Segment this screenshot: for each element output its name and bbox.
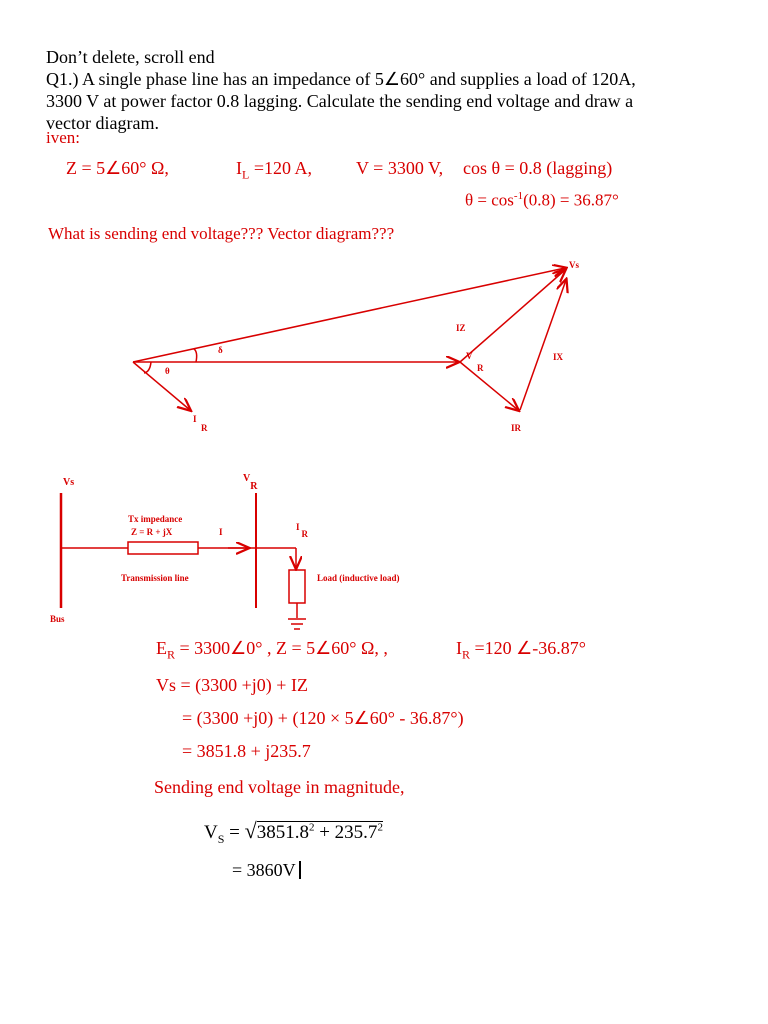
question-line-3: vector diagram.	[46, 113, 159, 133]
circuit-vr: VR	[243, 473, 258, 492]
ix-vector	[520, 280, 566, 410]
label-vs: Vs	[569, 260, 580, 270]
label-iz: IZ	[456, 323, 466, 333]
sqrt-icon: √	[244, 818, 257, 843]
given-power-factor: cos θ = 0.8 (lagging)	[463, 158, 613, 178]
circuit-ir: IR	[296, 522, 309, 539]
given-voltage: V = 3300 V,	[356, 158, 444, 178]
circuit-bus: Bus	[50, 614, 65, 624]
solution-line-3: = 3851.8 + j235.7	[182, 741, 311, 761]
load-resistor	[289, 570, 305, 603]
given-impedance: Z = 5∠60° Ω,	[66, 158, 169, 178]
given-load-current: $I_L =120$ A,	[236, 158, 313, 182]
solution-result: = 3860V	[232, 860, 301, 881]
circuit-vs: Vs	[63, 477, 75, 488]
impedance-box	[128, 542, 198, 554]
circuit-load: Load (inductive load)	[317, 573, 400, 583]
label-r: R	[477, 363, 484, 373]
note-text: Don’t delete, scroll end	[46, 47, 215, 67]
solution-ir: $I_R =120$ ∠-36.87°	[456, 638, 586, 662]
given-theta: $\theta = \cos^{-1}(0.8) = 36.87^\circ$	[465, 190, 619, 210]
ir-vector	[133, 362, 190, 410]
label-v: V	[466, 351, 473, 361]
given-label: iven:	[46, 128, 80, 147]
vs-vector	[133, 268, 565, 362]
circuit-tx-impedance: Tx impedance	[128, 514, 183, 524]
ir-drop-vector	[460, 362, 518, 410]
question-line-1: Q1.) A single phase line has an impedance of 5∠60° and supplies a load of 120A,	[46, 69, 636, 89]
question-line-2: 3300 V at power factor 0.8 lagging. Calculate the sending end voltage and draw a	[46, 91, 634, 111]
solution-line-2: = (3300 +j0) + (120 × 5∠60° - 36.87°)	[182, 708, 464, 728]
label-delta: δ	[218, 345, 223, 355]
solution-vs-line: Vs = (3300 +j0) + IZ	[156, 675, 308, 695]
solution-vs-magnitude: $V_S = √3851.8^2 + 235.7^2$	[204, 818, 383, 846]
circuit-transmission-line: Transmission line	[121, 573, 189, 583]
label-i: I	[193, 414, 197, 424]
circuit-z-eq: Z = R + jX	[131, 527, 173, 537]
delta-arc	[194, 349, 197, 362]
label-ir: IR	[511, 423, 522, 433]
label-theta: θ	[165, 366, 170, 376]
label-ix: IX	[553, 352, 564, 362]
text-cursor	[299, 861, 301, 879]
question-prompt: What is sending end voltage??? Vector diagram???	[48, 224, 395, 243]
solution-er: $E_R$ = 3300∠0° , Z = 5∠60° Ω, ,	[156, 638, 388, 662]
iz-vector	[460, 270, 565, 362]
solution-magnitude-label: Sending end voltage in magnitude,	[154, 777, 405, 797]
label-i-sub: R	[201, 423, 208, 433]
circuit-i: I	[219, 527, 223, 537]
